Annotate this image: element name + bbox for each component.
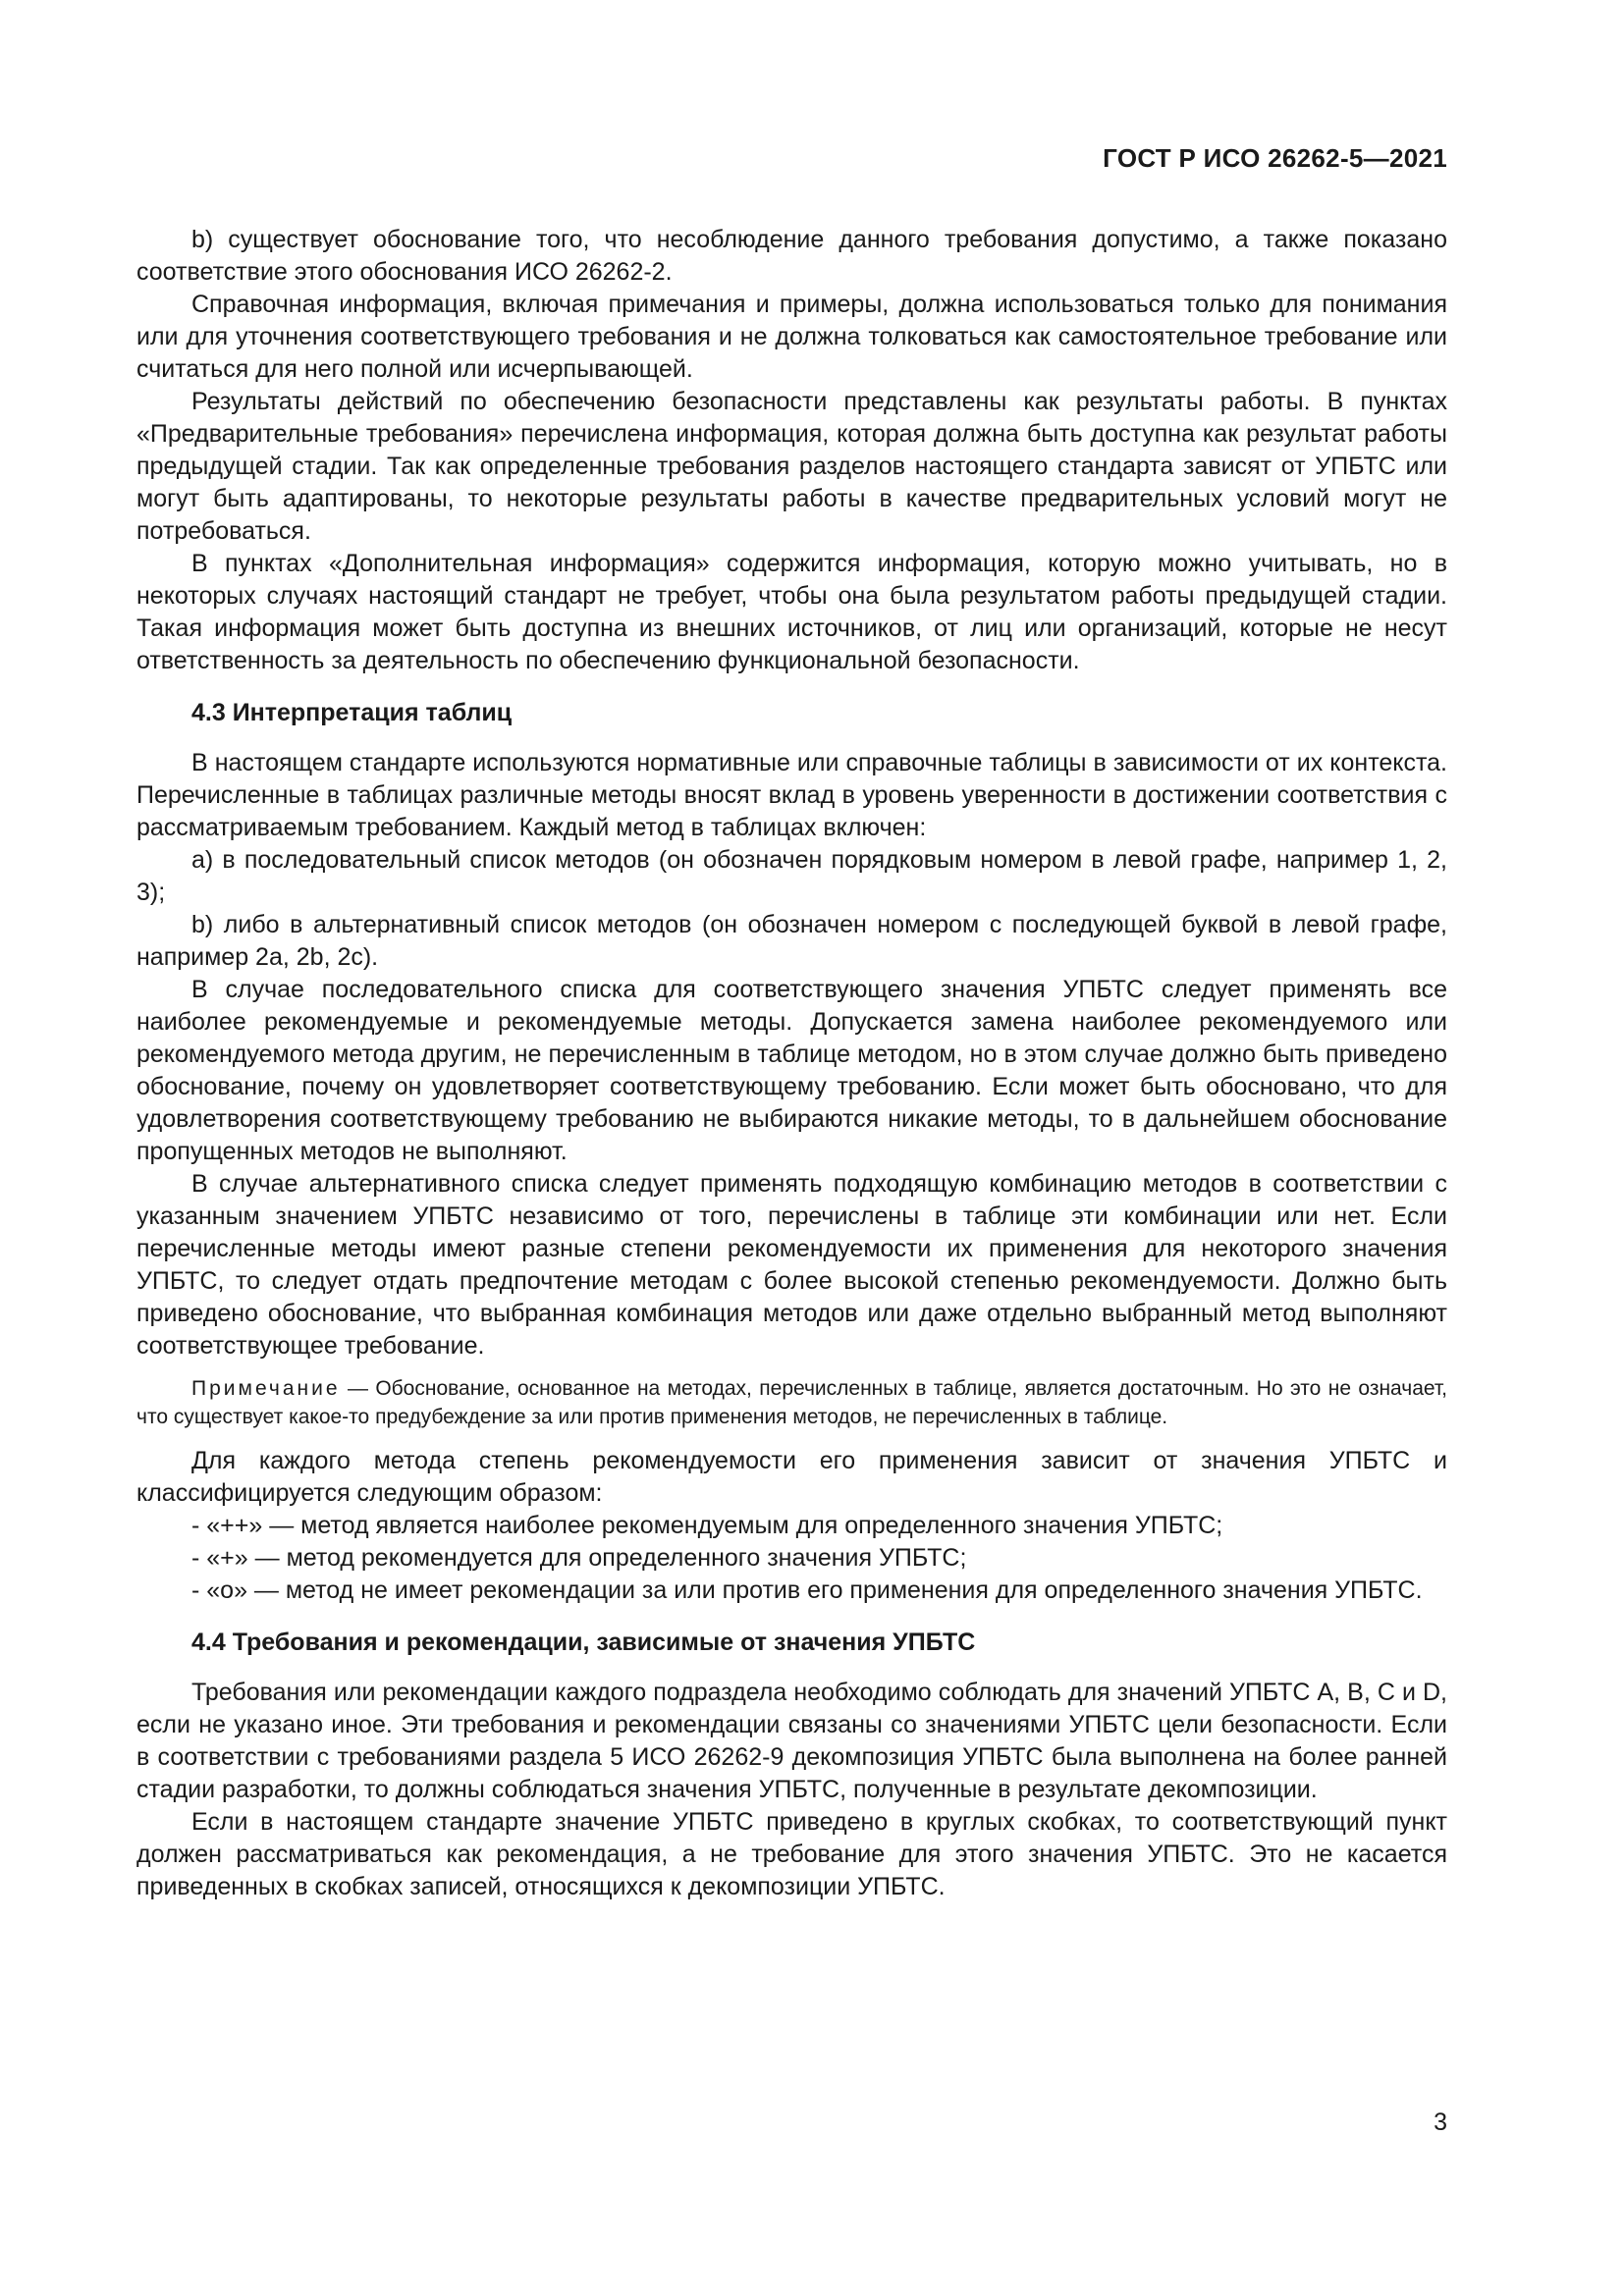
paragraph: Требования или рекомендации каждого подраздела необходимо соблюдать для значений УПБТС A, B, C и D, если не указано иное. Эти требования и рекомендации связаны со значениями УПБТС цели безопасности. Если в соответствии с требованиями раздела 5 ИСО 26262-9 декомпозиция УПБТС была выполнена на более ранней стадии разработки, то должны соблюдаться значения УПБТС, полученные в результате декомпозиции.: [136, 1679, 1447, 1803]
note-label: Примечание: [191, 1377, 341, 1400]
paragraph: В пунктах «Дополнительная информация» содержится информация, которую можно учитывать, но в некоторых случаях настоящий стандарт не требует, чтобы она была результатом работы предыдущей стадии. Такая информация может быть доступна из внешних источников, от лиц или организаций, которые не несут ответственность за деятельность по обеспечению функциональной безопасности.: [136, 550, 1447, 674]
list-item: - «+» — метод рекомендуется для определенного значения УПБТС;: [191, 1544, 967, 1572]
paragraph: b) существует обоснование того, что несоблюдение данного требования допустимо, а также показано соответствие этого обоснования ИСО 26262-2.: [136, 226, 1447, 286]
list-item: - «++» — метод является наиболее рекомендуемым для определенного значения УПБТС;: [191, 1512, 1223, 1539]
list-item: b) либо в альтернативный список методов (он обозначен номером с последующей буквой в левой графе, например 2a, 2b, 2c).: [136, 911, 1447, 971]
document-header-id: ГОСТ Р ИСО 26262-5—2021: [1103, 143, 1447, 173]
paragraph: Для каждого метода степень рекомендуемости его применения зависит от значения УПБТС и классифицируется следующим образом:: [136, 1447, 1447, 1507]
list-item: - «о» — метод не имеет рекомендации за или против его применения для определенного значения УПБТС.: [191, 1576, 1423, 1604]
paragraph: Если в настоящем стандарте значение УПБТС приведено в круглых скобках, то соответствующий пункт должен рассматриваться как рекомендация, а не требование для этого значения УПБТС. Это не касается приведенных в скобках записей, относящихся к декомпозиции УПБТС.: [136, 1808, 1447, 1900]
page-number: 3: [1434, 2109, 1447, 2136]
paragraph: В случае последовательного списка для соответствующего значения УПБТС следует применять все наиболее рекомендуемые и рекомендуемые методы. Допускается замена наиболее рекомендуемого или рекомендуемого метода другим, не перечисленным в таблице методом, но в этом случае должно быть приведено обоснование, почему он удовлетворяет соответствующему требованию. Если может быть обосновано, что для удовлетворения соответствующему требованию не выбираются никакие методы, то в дальнейшем обоснование пропущенных методов не выполняют.: [136, 976, 1447, 1165]
paragraph: Справочная информация, включая примечания и примеры, должна использоваться только для понимания или для уточнения соответствующего требования и не должна толковаться как самостоятельное требование или считаться для него полной или исчерпывающей.: [136, 291, 1447, 383]
paragraph: В случае альтернативного списка следует применять подходящую комбинацию методов в соответствии с указанным значением УПБТС независимо от того, перечислены в таблице эти комбинации или нет. Если перечисленные методы имеют разные степени рекомендуемости их применения для некоторого значения УПБТС, то следует отдать предпочтение методам с более высокой степенью рекомендуемости. Должно быть приведено обоснование, что выбранная комбинация методов или даже отдельно выбранный метод выполняют соответствующее требование.: [136, 1170, 1447, 1360]
section-4-4-title: 4.4 Требования и рекомендации, зависимые от значения УПБТС: [191, 1629, 976, 1656]
section-4-3-title: 4.3 Интерпретация таблиц: [191, 699, 513, 726]
note-text: — Обоснование, основанное на методах, перечисленных в таблице, является достаточным. Но это не означает, что существует какое-то предубеждение за или против применения методов, не перечисленных в таблице.: [136, 1377, 1447, 1428]
page-body: [136, 224, 1447, 1903]
list-item: а) в последовательный список методов (он обозначен порядковым номером в левой графе, например 1, 2, 3);: [136, 846, 1447, 906]
note: [136, 1374, 1447, 1431]
paragraph: Результаты действий по обеспечению безопасности представлены как результаты работы. В пунктах «Предварительные требования» перечислена информация, которая должна быть доступна как результат работы предыдущей стадии. Так как определенные требования разделов настоящего стандарта зависят от УПБТС или могут быть адаптированы, то некоторые результаты работы в качестве предварительных условий могут не потребоваться.: [136, 388, 1447, 545]
paragraph: В настоящем стандарте используются нормативные или справочные таблицы в зависимости от их контекста. Перечисленные в таблицах различные методы вносят вклад в уровень уверенности в достижении соответствия с рассматриваемым требованием. Каждый метод в таблицах включен:: [136, 749, 1447, 841]
